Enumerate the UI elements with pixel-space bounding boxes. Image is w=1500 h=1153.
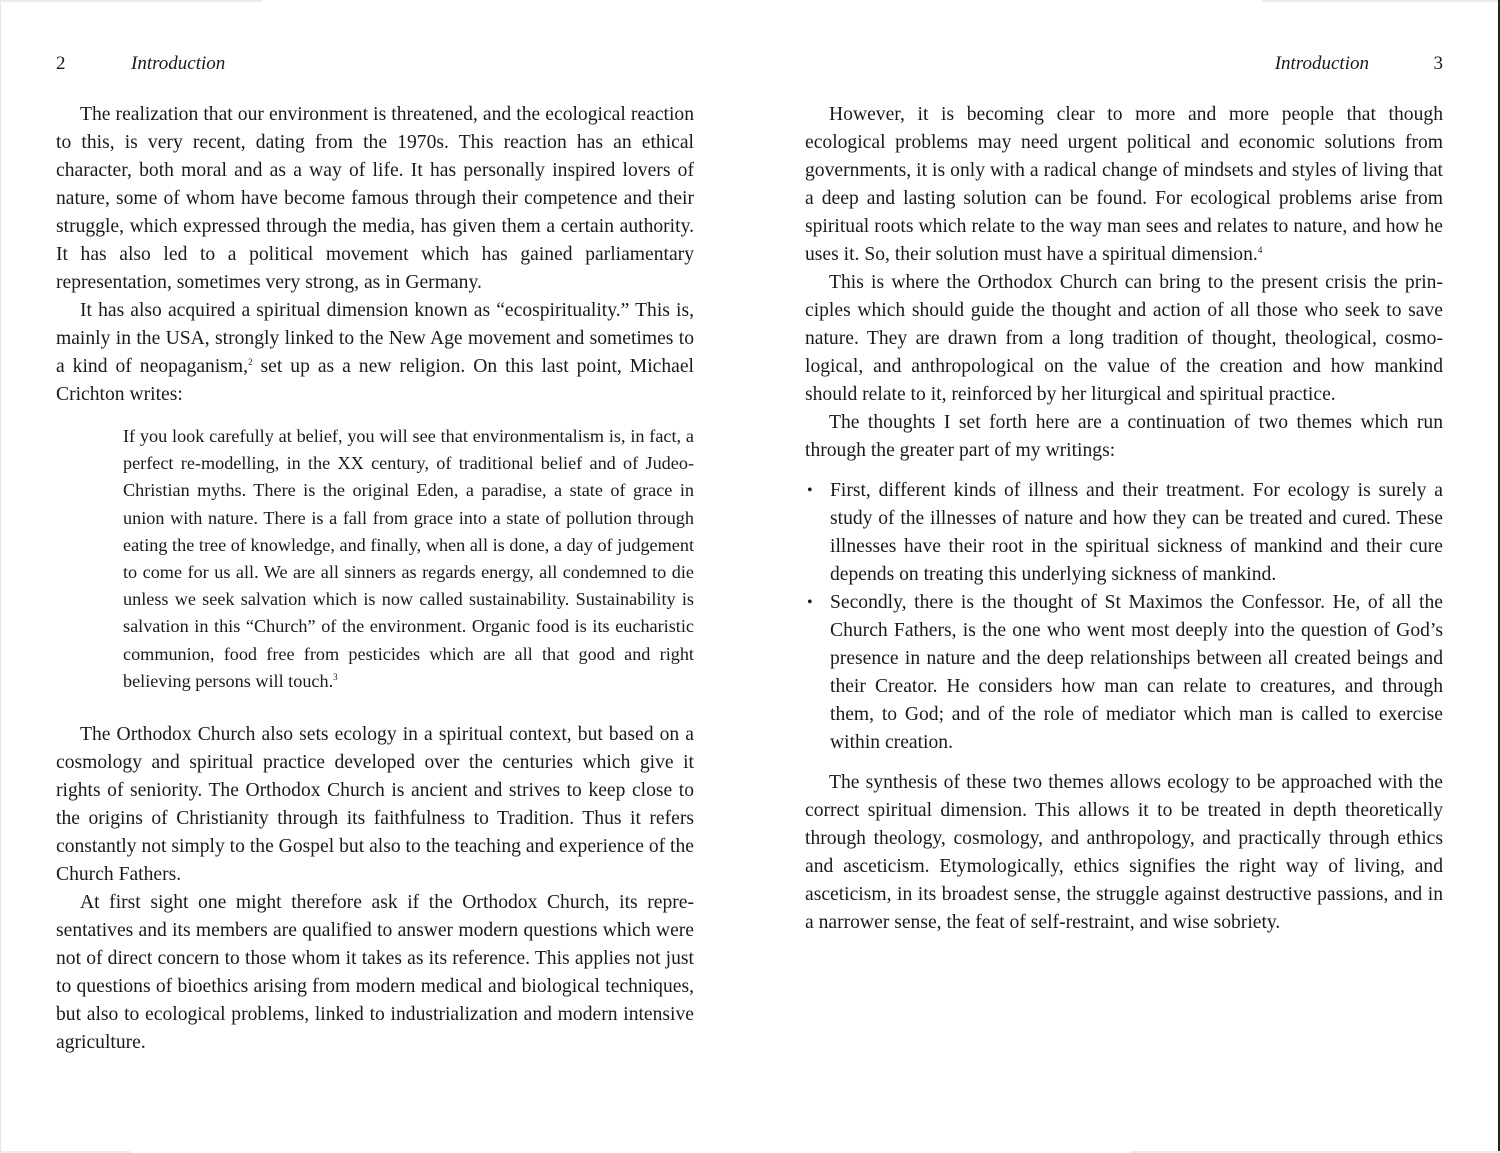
paragraph: This is where the Orthodox Church can bring to the present crisis the principles which should guide the thought and action of all those who seek to save nature. They are drawn from a long tradition of thought, theological, cosmological, and anthropological on the value of the creation and how mankind should relate to it, reinforced by her liturgical and spiritual practice. — [805, 272, 1443, 405]
list-item-text: Secondly, there is the thought of St Maximos the Confessor. He, of all the Church Fathers, is the one who went most deeply into the question of God’s presence in nature and the deep relationships between all created beings and their Creator. He considers how man can relate to creatures, and through them, to God; and of the role of mediator which man is called to exercise within creation. — [830, 592, 1443, 753]
list-item — [805, 477, 1443, 589]
bullet-icon: • — [807, 594, 813, 611]
paragraph: The thoughts I set forth here are a continuation of two themes which run through the greater part of my writings: — [805, 412, 1443, 461]
running-head — [805, 52, 1443, 76]
page-number: 2 — [56, 53, 66, 74]
paragraph: The realization that our environment is threatened, and the ecological reaction to this, is very recent, dating from the 1970s. This reaction has an ethical character, both moral and as a way of life. It has personally inspired lovers of nature, some of whom have become famous through their competence and their struggle, which expressed through the media, has given them a certain authority. It has also led to a political movement which has gained parliamentary representation, sometimes very strong, as in Germany. — [56, 104, 694, 293]
footnote-marker[interactable]: 3 — [333, 671, 338, 682]
body-text — [56, 101, 694, 1057]
scan-edge-left — [0, 0, 1, 1153]
quote-text — [123, 423, 694, 695]
bullet-icon: • — [807, 482, 813, 499]
list-item — [805, 589, 1443, 757]
running-head-title: Introduction — [131, 53, 226, 74]
paragraph-text: It has also acquired a spiritual dimension known as “ecospirituality.” This is, mainly in the USA, strongly linked to the New Age movement and sometimes to a kind of neopaganism, — [56, 300, 694, 377]
paragraph-text: However, it is becoming clear to more and more people that though ecological problems may need urgent political and economic solutions from governments, it is only with a radical change of mindsets and styles of living that a deep and lasting solution can be found. For ecological problems arise from spiritual roots which relate to the way man sees and relates to nature, and how he uses it. So, their solution must have a spiritual dimension. — [805, 104, 1443, 265]
paragraph: The synthesis of these two themes allows ecology to be approached with the correct spiritual dimension. This allows it to be treated in depth theoretically through theology, cosmology, and anthropology, and practically through ethics and asceticism. Etymologically, ethics signifies the right way of living, and asceticism, in its broadest sense, the struggle against destructive passions, and in a narrower sense, the feat of self-restraint, and wise sobriety. — [805, 772, 1443, 933]
block-quote — [123, 423, 694, 695]
paragraph: At first sight one might therefore ask if the Orthodox Church, its representatives and its members are qualified to answer modern questions which were not of direct concern to those whom it takes as its reference. This applies not just to questions of bioethics arising from modern medical and biological techniques, but also to ecological problems, linked to industrialization and modern intensive agriculture. — [56, 892, 694, 1054]
page-number: 3 — [1433, 53, 1443, 74]
paragraph-text: set up as a new religion. On this last point, Michael Crichton writes: — [56, 356, 694, 405]
paragraph — [56, 297, 694, 409]
footnote-marker[interactable]: 2 — [248, 357, 253, 367]
footnote-marker[interactable]: 4 — [1257, 245, 1263, 255]
left-page — [56, 0, 694, 1153]
quote-body: If you look carefully at belief, you will see that environmentalism is, in fact, a perfect re-modelling, in the XX century, of traditional belief and of Judeo-Christian myths. There is the original Eden, a paradise, a state of grace in union with nature. There is a fall from grace into a state of pollution through eating the tree of knowledge, and finally, when all is done, a day of judgement to come for us all. We are all sinners as regards energy, all condemned to die unless we seek salvation which is now called sustainability. Sustainability is salvation in this “Church” of the environment. Organic food is its eucharistic communion, food free from pesticides which are all that good and right believing persons will touch. — [123, 426, 694, 691]
paragraph: The Orthodox Church also sets ecology in a spiritual context, but based on a cosmology and spiritual practice developed over the centuries which give it rights of seniority. The Orthodox Church is ancient and strives to keep close to the origins of Christianity through its faithfulness to Tradition. Thus it refers constantly not simply to the Gospel but also to the teaching and experience of the Church Fathers. — [56, 724, 694, 886]
running-head — [56, 52, 694, 76]
bullet-list — [805, 477, 1443, 757]
running-head-title: Introduction — [1274, 53, 1369, 74]
paragraph — [805, 101, 1443, 269]
list-item-text: First, different kinds of illness and their treatment. For ecology is surely a study of the illnesses of nature and how they can be treated and cured. These illnesses have their root in the spiritual sickness of mankind and their cure depends on treating this underlying sickness of mankind. — [830, 480, 1443, 585]
right-page — [805, 0, 1443, 1153]
body-text — [805, 101, 1443, 937]
